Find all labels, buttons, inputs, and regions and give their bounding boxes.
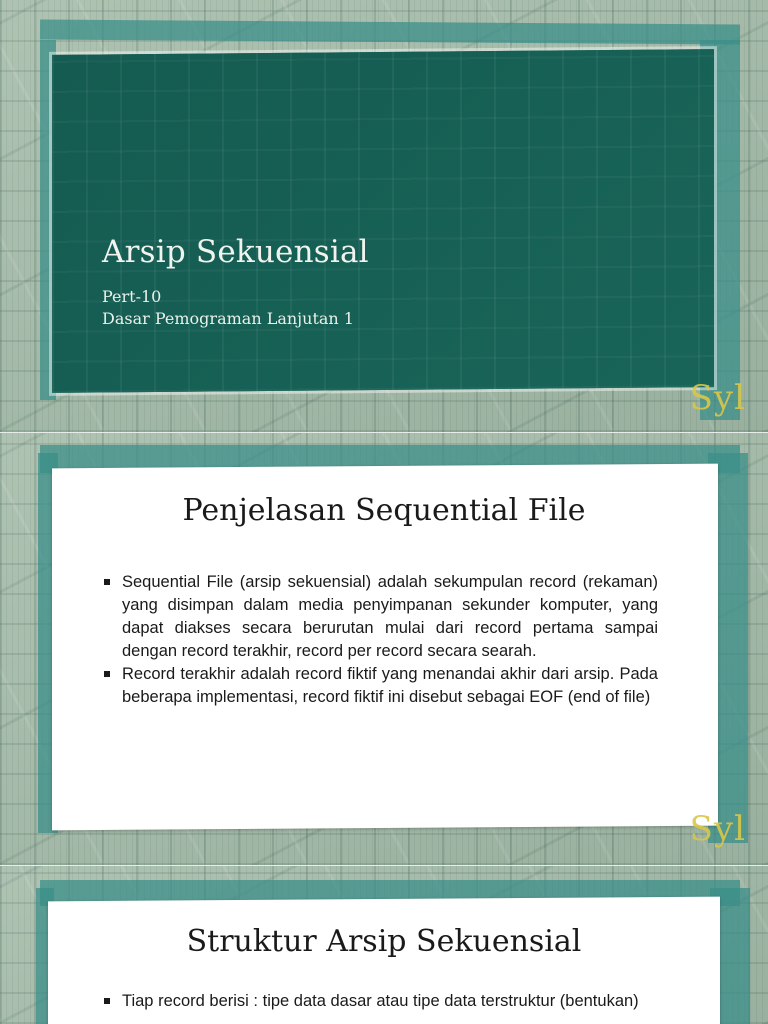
bullet-text: Tiap record berisi : tipe data dasar atau tipe data terstruktur (bentukan) — [122, 992, 639, 1010]
list-item — [104, 571, 658, 663]
bullet-square-icon — [104, 671, 110, 677]
slide-heading: Penjelasan Sequential File — [182, 493, 586, 528]
list-item — [104, 990, 658, 1013]
slide-title — [0, 0, 768, 432]
bullet-square-icon — [104, 998, 110, 1004]
slide-heading: Struktur Arsip Sekuensial — [186, 924, 582, 959]
presentation-title: Arsip Sekuensial — [102, 234, 369, 270]
bullet-text: Record terakhir adalah record fiktif yang menandai akhir dari arsip. Pada beberapa implementasi, record fiktif ini disebut sebagai EOF (end of file) — [122, 665, 658, 706]
subtitle-line-meeting: Pert-10 — [102, 287, 162, 306]
brand-logo: Syl — [689, 378, 746, 418]
slide-struktur — [0, 866, 768, 1024]
slide-penjelasan — [0, 433, 768, 865]
brand-logo: Syl — [689, 809, 746, 849]
subtitle-line-course: Dasar Pemograman Lanjutan 1 — [102, 309, 354, 328]
bullet-text: Sequential File (arsip sekuensial) adalah sekumpulan record (rekaman) yang disimpan dalam media penyimpanan sekunder komputer, yang dapat diakses secara berurutan mulai dari record pertama sampai dengan record terakhir, record per record secara searah. — [122, 573, 658, 660]
bullet-list — [104, 990, 658, 1013]
title-panel — [52, 49, 714, 393]
bullet-square-icon — [104, 579, 110, 585]
presentation-subtitle — [102, 286, 354, 330]
bullet-list — [104, 571, 658, 709]
list-item — [104, 663, 658, 709]
accent-shape — [40, 20, 740, 45]
